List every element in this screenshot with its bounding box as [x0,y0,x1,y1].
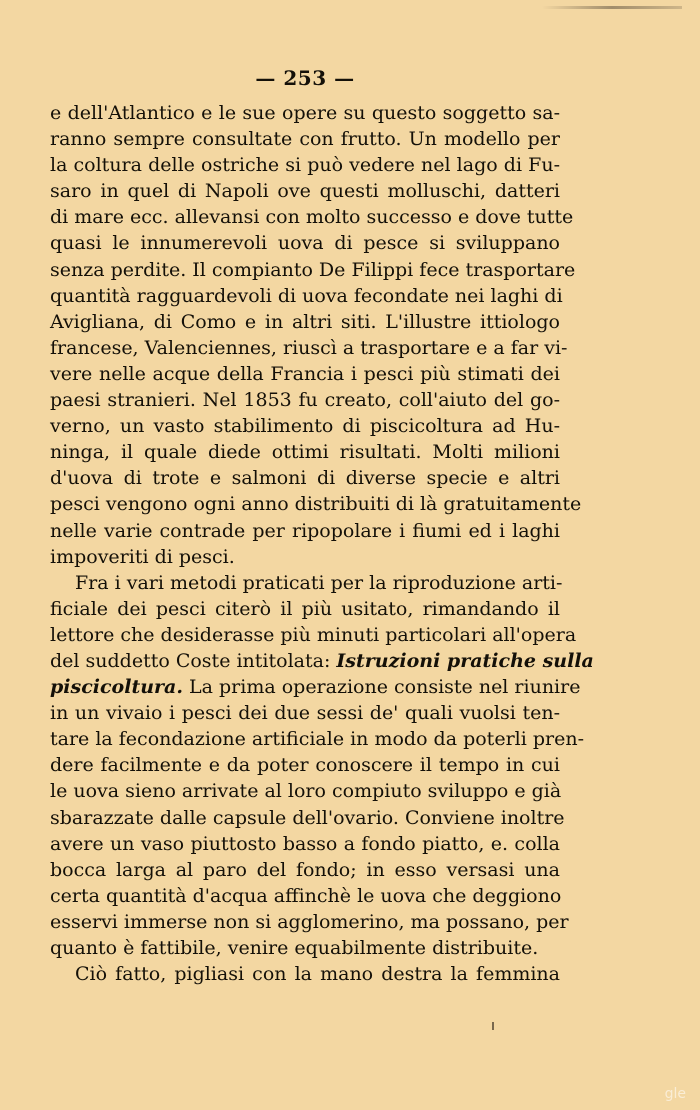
text-line [50,518,560,544]
text-line [50,726,584,752]
watermark: gle [664,1086,686,1102]
line-text: paesi stranieri. Nel 1853 fu creato, coll'aiuto del go- [50,389,560,412]
line-text: la coltura delle ostriche si può vedere nel lago di Fu- [50,154,560,177]
line-text: La prima operazione consiste nel riunire [182,676,581,699]
text-line [50,230,560,256]
text-line [50,335,568,361]
text-line [50,413,560,439]
line-text: francese, Valenciennes, riuscì a trasportare e a far vi- [50,336,568,359]
line-text: tare la fecondazione artificiale in modo da poterli pren- [50,728,584,751]
line-text: ficiale dei pesci citerò il più usitato, rimandando il [50,597,560,620]
line-text: nelle varie contrade per ripopolare i fiumi ed i laghi [50,519,560,542]
text-line [50,805,565,831]
line-text: ninga, il quale diede ottimi risultati. Molti milioni [50,441,560,464]
text-line [50,152,560,178]
text-line [50,857,560,883]
line-text: verno, un vasto stabilimento di piscicoltura ad Hu- [50,415,560,438]
line-text: quantità ragguardevoli di uova fecondate nei laghi di [50,284,563,307]
text-line [50,439,560,465]
italic-title: Istruzioni pratiche sulla [336,649,594,672]
line-text: quanto è fattibile, venire equabilmente distribuite. [50,937,539,959]
line-text: certa quantità d'acqua affinchè le uova che deggiono [50,884,562,907]
line-text: quasi le innumerevoli uova di pesce si sviluppano [50,232,560,255]
line-text: pesci vengono ogni anno distribuiti di là gratuitamente [50,493,582,516]
line-text: vere nelle acque della Francia i pesci più stimati dei [50,362,560,385]
text-line [50,100,560,126]
line-text: d'uova di trote e salmoni di diverse specie e altri [50,467,560,490]
page-number: — 253 — [255,66,355,90]
text-line [50,752,560,778]
text-line [50,361,560,387]
text-line [50,648,594,674]
line-text: esservi immerse non si agglomerino, ma possano, per [50,910,569,933]
text-line [50,674,581,700]
text-line [50,909,569,935]
text-line [50,309,560,335]
text-line [50,257,576,283]
line-text: Fra i vari metodi praticati per la riproduzione arti- [75,571,563,594]
line-text: sbarazzate dalle capsule dell'ovario. Conviene inoltre [50,806,565,829]
line-text: avere un vaso piuttosto basso a fondo piatto, e. colla [50,832,560,855]
text-line [50,596,560,622]
text-line [50,831,560,857]
line-text: e dell'Atlantico e le sue opere su questo soggetto sa- [50,102,560,124]
text-line [50,387,560,413]
line-text: lettore che desiderasse più minuti particolari all'opera [50,623,577,646]
italic-title: piscicoltura. [50,676,183,699]
line-text: senza perdite. Il compianto De Filippi fece trasportare [50,258,576,281]
text-line [50,465,560,491]
body-text [50,100,594,987]
line-text: bocca larga al paro del fondo; in esso versasi una [50,858,560,881]
line-text: ranno sempre consultate con frutto. Un modello per [50,128,560,151]
line-text: Avigliana, di Como e in altri siti. L'illustre ittiologo [50,310,560,333]
line-text: Ciò fatto, pigliasi con la mano destra la femmina [75,963,560,986]
line-text: le uova sieno arrivate al loro compiuto sviluppo e già [50,780,562,803]
text-line [50,126,560,152]
text-line [50,544,560,570]
line-text: saro in quel di Napoli ove questi molluschi, datteri [50,180,560,203]
line-text: del suddetto Coste intitolata: [50,649,337,672]
text-line [50,570,563,596]
text-line [50,961,560,987]
scan-artifact [542,6,682,9]
text-line [50,883,560,909]
text-line [50,283,563,309]
scan-mark [492,1022,494,1030]
text-line [50,700,560,726]
line-text: in un vivaio i pesci dei due sessi de' quali vuolsi ten- [50,702,560,725]
text-line [50,935,560,961]
text-line [50,622,577,648]
line-text: impoveriti di pesci. [50,545,235,568]
line-text: di mare ecc. allevansi con molto successo e dove tutte [50,206,574,229]
line-text: dere facilmente e da poter conoscere il tempo in cui [50,754,560,777]
text-line [50,178,560,204]
text-line [50,204,574,230]
text-line [50,778,560,804]
text-line [50,491,582,517]
